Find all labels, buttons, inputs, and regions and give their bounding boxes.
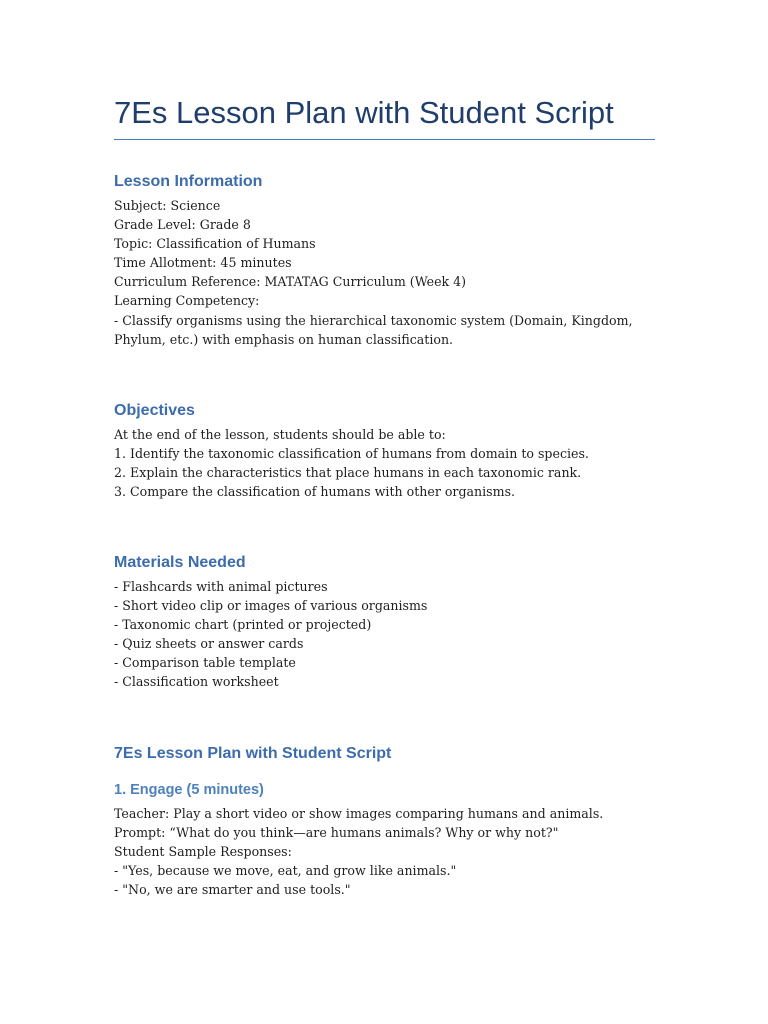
learning-competency-label: Learning Competency:: [114, 293, 260, 309]
material-item: - Taxonomic chart (printed or projected): [114, 617, 372, 633]
time-allotment-line: Time Allotment: 45 minutes: [114, 255, 292, 271]
lesson-information-heading: Lesson Information: [114, 173, 263, 190]
title-underline: [114, 139, 655, 140]
objectives-body: [114, 425, 674, 501]
objectives-intro: At the end of the lesson, students should be able to:: [114, 427, 446, 442]
learning-competency-text: - Classify organisms using the hierarchical taxonomic system (Domain, Kingdom, Phylum, etc.) with emphasis on human classification.: [114, 312, 633, 347]
objective-item: 3. Compare the classification of humans with other organisms.: [114, 484, 516, 500]
lesson-information-body: [114, 196, 674, 349]
engage-body: [114, 804, 674, 899]
grade-level-line: Grade Level: Grade 8: [114, 217, 251, 233]
materials-heading: Materials Needed: [114, 554, 246, 571]
student-response-item: - "Yes, because we move, eat, and grow like animals.": [114, 863, 457, 879]
objectives-heading: Objectives: [114, 402, 195, 419]
materials-list: [114, 577, 674, 692]
engage-heading: 1. Engage (5 minutes): [114, 782, 264, 798]
objective-item: 1. Identify the taxonomic classification of humans from domain to species.: [114, 446, 589, 462]
student-response-item: - "No, we are smarter and use tools.": [114, 882, 351, 898]
material-item: - Quiz sheets or answer cards: [114, 636, 304, 652]
subject-line: Subject: Science: [114, 198, 221, 213]
material-item: - Short video clip or images of various organisms: [114, 598, 428, 614]
student-responses-label: Student Sample Responses:: [114, 844, 292, 860]
material-item: - Classification worksheet: [114, 674, 279, 690]
lesson-plan-heading: 7Es Lesson Plan with Student Script: [114, 745, 392, 762]
prompt-line: Prompt: “What do you think—are humans animals? Why or why not?": [114, 825, 559, 841]
material-item: - Flashcards with animal pictures: [114, 579, 328, 594]
curriculum-reference-line: Curriculum Reference: MATATAG Curriculum (Week 4): [114, 274, 467, 290]
material-item: - Comparison table template: [114, 655, 296, 671]
objective-item: 2. Explain the characteristics that place humans in each taxonomic rank.: [114, 465, 582, 481]
teacher-instruction: Teacher: Play a short video or show images comparing humans and animals.: [114, 806, 604, 821]
document-title: 7Es Lesson Plan with Student Script: [114, 95, 614, 130]
topic-line: Topic: Classification of Humans: [114, 236, 316, 252]
